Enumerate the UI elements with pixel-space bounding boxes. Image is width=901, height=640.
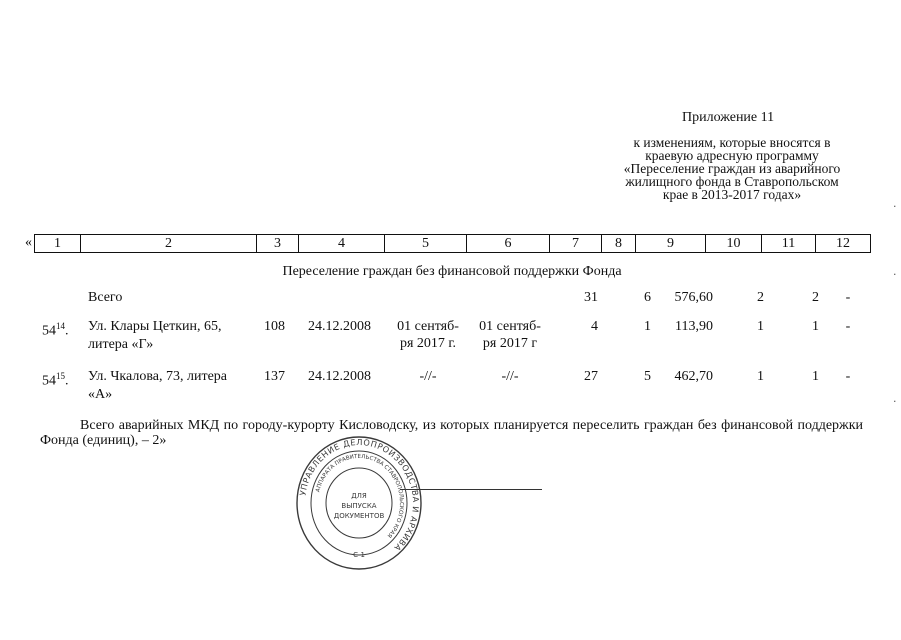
total-col11: 2 (812, 290, 819, 305)
column-number: 1 (35, 235, 81, 253)
stamp-center-line: ВЫПУСКА (341, 502, 377, 510)
column-number: 4 (299, 235, 385, 253)
row-col9: 462,70 (674, 369, 713, 384)
section-title: Переселение граждан без финансовой поддержки Фонда (282, 264, 622, 279)
total-col7: 31 (584, 290, 598, 305)
row-col9: 113,90 (675, 319, 713, 334)
column-number: 2 (81, 235, 257, 253)
row-col5: -//- (419, 369, 437, 384)
row-col6: -//- (501, 369, 519, 384)
row-col10: 1 (757, 319, 764, 334)
row-col12: - (845, 319, 851, 334)
row-col5: 01 сентяб- ря 2017 г. (397, 319, 459, 351)
row-col4: 24.12.2008 (308, 319, 371, 334)
column-number: 9 (636, 235, 706, 253)
row-col8: 1 (644, 319, 651, 334)
appendix-title: Приложение 11 (682, 110, 775, 125)
column-number: 10 (706, 235, 762, 253)
row-col6: 01 сентяб- ря 2017 г (479, 319, 541, 351)
appendix-line: «Переселение граждан из аварийного (623, 161, 841, 176)
row-col3: 108 (264, 319, 285, 334)
row-col7: 4 (591, 319, 598, 334)
total-col8: 6 (644, 290, 651, 305)
stamp-outer-text: УПРАВЛЕНИЕ ДЕЛОПРОИЗВОДСТВА И АРХИВА (297, 436, 422, 554)
column-number: 12 (816, 235, 871, 253)
stamp-inner-text: АППАРАТА ПРАВИТЕЛЬСТВА СТАВРОПОЛЬСКОГО КРАЯ (315, 453, 405, 539)
appendix-line: крае в 2013-2017 годах» (662, 187, 802, 202)
total-paragraph: Всего аварийных МКД по городу-курорту Кисловодску, из которых планируется переселить граждан без финансовой поддержки Фонда (единиц), – 2» (40, 418, 863, 448)
row-col12: - (845, 369, 851, 384)
stamp-code: С-1 (353, 551, 365, 559)
total-label: Всего (88, 290, 123, 305)
total-col10: 2 (757, 290, 764, 305)
row-address: Ул. Чкалова, 73, литера «А» (88, 369, 227, 402)
row-col11: 1 (812, 369, 819, 384)
row-address: Ул. Клары Цеткин, 65, литера «Г» (88, 319, 222, 352)
appendix-line: жилищного фонда в Ставропольском (625, 174, 839, 189)
row-col3: 137 (264, 369, 285, 384)
column-number: 8 (602, 235, 636, 253)
column-number: 3 (257, 235, 299, 253)
row-number: $54^{15}$. (42, 371, 69, 389)
stamp-center-line: ДОКУМЕНТОВ (333, 512, 385, 520)
row-col11: 1 (812, 319, 819, 334)
row-col7: 27 (584, 369, 598, 384)
opening-quote: « (25, 235, 32, 250)
stamp-center-line: ДЛЯ (351, 492, 367, 500)
column-number-header (34, 234, 871, 253)
row-number: $54^{14}$. (42, 321, 69, 339)
appendix-description (606, 136, 858, 201)
row-col10: 1 (757, 369, 764, 384)
scan-speck: · (893, 395, 897, 408)
column-number: 11 (762, 235, 816, 253)
total-col12: - (845, 290, 851, 305)
scan-speck: · (893, 268, 897, 281)
official-stamp (296, 435, 422, 571)
row-col8: 5 (644, 369, 651, 384)
total-col9: 576,60 (674, 290, 713, 305)
row-col4: 24.12.2008 (308, 369, 371, 384)
column-number: 5 (385, 235, 467, 253)
appendix-line: к изменениям, которые вносятся в (633, 135, 831, 150)
appendix-line: краевую адресную программу (645, 148, 819, 163)
column-number: 7 (550, 235, 602, 253)
scan-speck: · (893, 200, 897, 213)
column-number: 6 (467, 235, 550, 253)
